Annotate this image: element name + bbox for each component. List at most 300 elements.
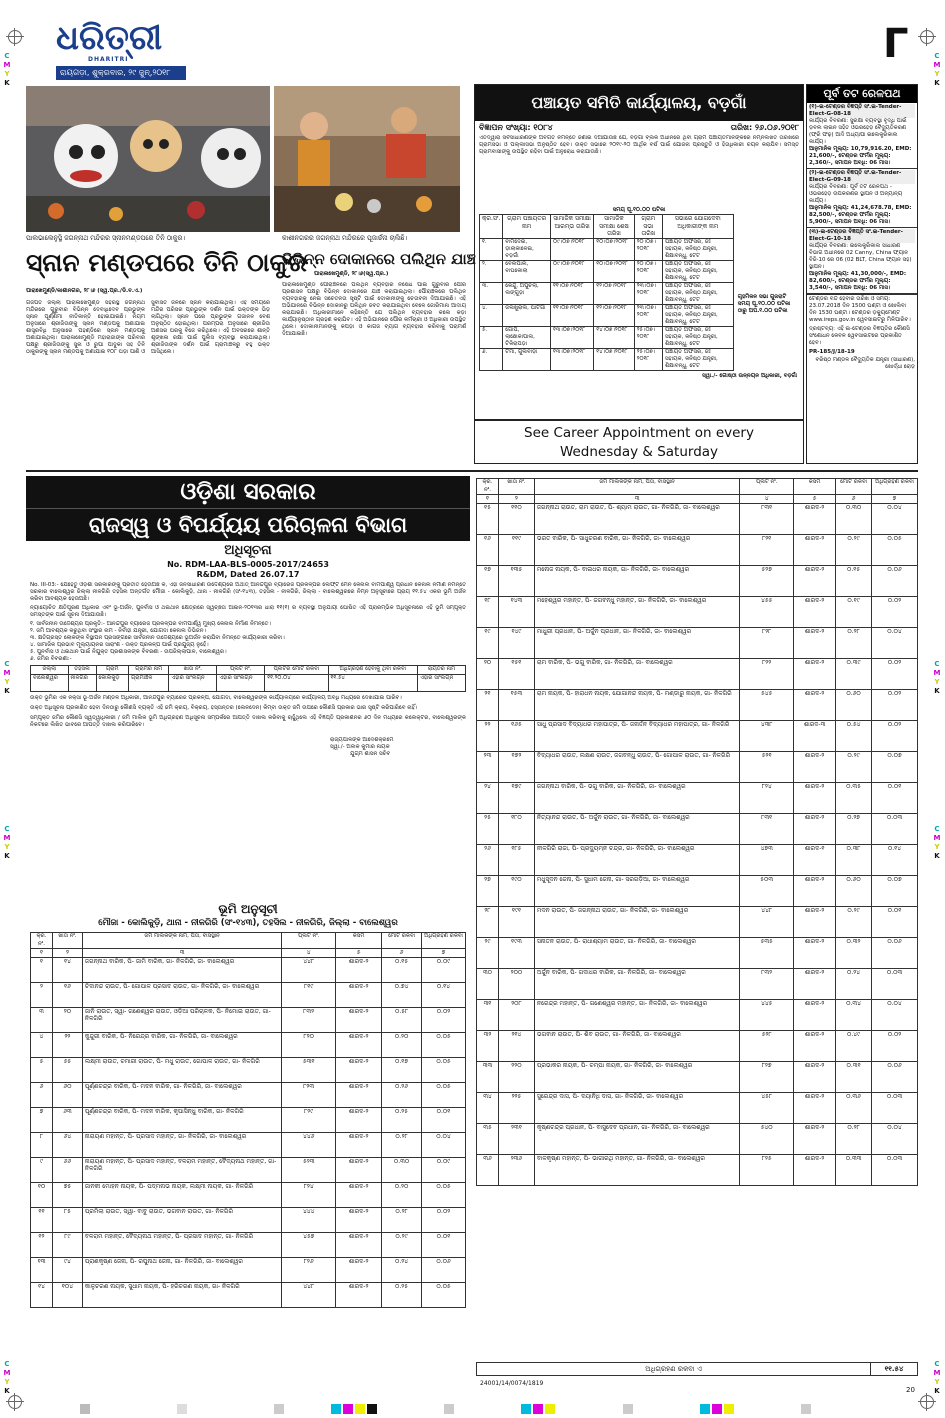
schedule-cell: ୦.୦୨ — [872, 720, 918, 751]
schedule-cell: କାଳୁଚରଣ ନାୟକ, ସୁଧାମ ନାୟକ, ପି- ହରିଚରଣ ନାୟକ, ଗା- ନିଳଗିରି — [82, 1282, 281, 1307]
schedule-cell: ୨୮ — [477, 906, 499, 937]
schedule-total-row — [476, 1362, 918, 1376]
schedule-cell: ୪୫୫ — [740, 596, 794, 627]
railway-title: ପୂର୍ବ ତଟ ରେଳପଥ — [807, 85, 917, 103]
schedule-cell: ୨୨୦ — [498, 1061, 534, 1092]
schedule-cell: ୩ — [31, 1007, 53, 1032]
schedule-cell: ୦.୧୭ — [382, 1057, 422, 1082]
schedule-cell: ୮୨୧ — [740, 534, 794, 565]
schedule-cell: ୦.୫୮ — [382, 1007, 422, 1032]
schedule-header-row — [477, 479, 918, 495]
schedule-cell: ୧ — [31, 957, 53, 982]
schedule-cell: ୧୮ — [477, 596, 499, 627]
panchayat-cell: ୨୫।୦୭।୨୦୧୮ — [634, 348, 662, 370]
schedule-cell: ୪୪୮ — [282, 957, 336, 982]
schedule-cell: ୨୩୧ — [498, 1123, 534, 1154]
schedule-cell: ଶାରଦ-୨ — [336, 1107, 382, 1132]
schedule-cell: ୨୩୬ — [498, 1154, 534, 1185]
schedule-cell: ୨୦ — [52, 1007, 82, 1032]
schedule-cell: ଶାରଦ-୨ — [336, 1007, 382, 1032]
schedule-cell: ୦.୦୩ — [872, 968, 918, 999]
schedule-cell: ୮୨୫ — [740, 1154, 794, 1185]
schedule-cell: ୧୬ — [52, 982, 82, 1007]
schedule-cell: ୦.୧୪ — [422, 982, 466, 1007]
schedule-number-cell: ୩ — [534, 495, 739, 504]
schedule-cell: ୮୨୯ — [282, 1107, 336, 1132]
schedule-header-cell: ଜମି ମାଲିକଙ୍କ ନାମ, ପିତା, ବାସସ୍ଥାନ — [534, 479, 739, 495]
schedule-cell: ୮୯ — [52, 1232, 82, 1257]
schedule-cell: ୧୩୫ — [498, 565, 534, 596]
schedule-row — [477, 782, 918, 813]
cmyk-mark-right: C M Y K — [933, 1360, 941, 1395]
schedule-cell: ୫ — [31, 1057, 53, 1082]
schedule-table-left — [30, 932, 466, 1308]
panchayat-title: ପଞ୍ଚାୟତ ସମିତି କାର୍ଯ୍ୟାଳୟ, ବଡ଼ଗାଁ — [475, 85, 803, 121]
photo-2-caption: କାଶୀନଗରର ଜଗନ୍ନାଥ ମନ୍ଦିରରେ ପୂଜାର୍ଚ୍ଚନା ଚାଲିଛି। — [282, 234, 408, 242]
registration-mark — [8, 30, 22, 44]
land-header-cell: ପ୍ଲଟ ନଂ. — [217, 666, 265, 675]
schedule-cell: ୦.୦୨ — [872, 596, 918, 627]
schedule-right-wrap — [476, 478, 918, 1364]
schedule-cell: ୦.୨୮ — [836, 627, 872, 658]
schedule-row — [477, 937, 918, 968]
schedule-cell: ଚିଦାନନ୍ଦ ରାଉତ, ପି- ଗୋପାଳ ପ୍ରସାଦ ରାଉତ, ଗା- ନିଳଗିରି, ଜା- ବାଲେଶ୍ୱର — [82, 982, 281, 1007]
schedule-cell: ୮୨୭ — [740, 1061, 794, 1092]
temple-photo-2 — [274, 86, 460, 232]
schedule-cell: ୦.୨୯ — [836, 906, 872, 937]
story-1-dateline: ପାରାଖେମୁଣ୍ଡି/କାଶୀନଗର, ୨୮।୬ (ସ୍ୱ.ପ୍ର./ଡି.ବ.ଏ.) — [26, 288, 143, 294]
schedule-cell: ଶାରଦ-୨ — [336, 1282, 382, 1307]
schedule-cell: ୦.୦୫ — [872, 534, 918, 565]
railway-block-cost: ଆନୁମାନିକ ମୂଲ୍ୟ: 10,79,916.20, EMD: 21,600/-, ଟେଣ୍ଡର ଫର୍ମର ମୂଲ୍ୟ: 2,360/-, ସମାପନ ଅବଧି: 06 ମାସ। — [809, 146, 912, 166]
schedule-cell: ୪୪୮ — [740, 906, 794, 937]
temple-photo-1-image — [26, 86, 270, 232]
schedule-cell: ୩୫ — [477, 1123, 499, 1154]
schedule-cell: ପ୍ରାଣକୃଷ୍ଣ ଜେନା, ପି- ରଘୁନାଥ ଜେନା, ଗା- ନିଳଗିରି, ଜା- ବାଲେଶ୍ୱର — [82, 1257, 281, 1282]
govt-notif-no: No. RDM-LAA-BLS-0005-2017/24653 — [167, 560, 329, 569]
schedule-row — [31, 1032, 466, 1057]
schedule-row — [31, 1057, 466, 1082]
schedule-cell: ୦.୦୯ — [422, 957, 466, 982]
schedule-cell: ୧୭ — [477, 565, 499, 596]
schedule-cell: ୨୦୦ — [498, 968, 534, 999]
panchayat-cell: ୩. — [480, 282, 503, 304]
schedule-cell: ୧୯୩ — [498, 937, 534, 968]
schedule-cell: ୪୪୮ — [282, 1282, 336, 1307]
schedule-cell: ଶାରଦ-୨ — [794, 1030, 836, 1061]
schedule-cell: ୧୨ — [31, 1232, 53, 1257]
schedule-cell: ୦.୦୩ — [872, 813, 918, 844]
schedule-cell: ଶାରଦ-୨ — [794, 906, 836, 937]
panchayat-cell: ପଞ୍ଚାୟତ ଅଫିସର, ଜଃ ସହାୟକ, କନିଷ୍ଠ ଯନ୍ତ୍ରୀ, ଶିକ୍ଷାବନ୍ଧୁ, ଟେଟ — [662, 304, 733, 326]
schedule-cell: ମନୋଜ ନାୟକ, ପି- ବାଇଧର ନାୟକ, ଗା- ନିଳଗିରି, ଜା- ବାଲେଶ୍ୱର — [534, 565, 739, 596]
schedule-number-row — [477, 495, 918, 504]
schedule-cell: ୦.୨୯ — [836, 534, 872, 565]
schedule-cell: ୨୬ — [477, 844, 499, 875]
panchayat-cell: ୦୯।୦୭।୨୦୧୮ — [551, 260, 594, 282]
schedule-cell: ଶାରଦ-୨ — [336, 1207, 382, 1232]
govt-para-5: ସମ୍ପୃକ୍ତ ଜମିର କୌଣସି ସ୍ୱତ୍ୱାଧିକାରୀ / ଜମି ମାଲିକ ଭୂମି ଅଧିଗ୍ରହଣ ଅଧିସୂଚନା ସମ୍ପର୍କରେ ଆପତ୍ତି ଦାଖଲ କରିବାକୁ ଚାହୁଁଥିଲେ ଏହି ବିଜ୍ଞପ୍ତି ପ୍ରକାଶନର ୬୦ ଦିନ ମଧ୍ୟରେ କଲେକ୍ଟର, ବାଲେଶ୍ୱରଙ୍କ ନିକଟରେ ଲିଖିତ ଭାବରେ ଆପତ୍ତି ଦାଖଲ କରିପାରିବେ। — [30, 714, 466, 728]
schedule-cell: ୧୮୫ — [498, 844, 534, 875]
schedule-cell: ପ୍ରଭାକର ନାୟକ, ପି- ଚମ୍ପା ନାୟକ, ଗା- ନିଳଗିରି, ଜା- ବାଲେଶ୍ୱର — [534, 1061, 739, 1092]
schedule-cell: ସୁରେନ୍ଦ୍ର ଦାସ, ପି- ଦୟାନିଧି ଦାସ, ଗା- ନିଳଗିରି, ଜା- ବାଲେଶ୍ୱର — [534, 1092, 739, 1123]
schedule-cell: ୧୯୦ — [498, 875, 534, 906]
railway-block-head: (୩)-ଇ-ଟେଣ୍ଡର ବିଜ୍ଞପ୍ତି ସଂ.ଇ-Tender-Elect-G-10-18 — [809, 229, 915, 243]
schedule-cell: ୦.୨୬ — [382, 1082, 422, 1107]
railway-block-head: (୧)-ଇ-ଟେଣ୍ଡର ବିଜ୍ଞପ୍ତି ସଂ.ଇ-Tender-Elect-G-08-18 — [809, 104, 915, 118]
schedule-cell: ୧୭୯ — [498, 782, 534, 813]
schedule-cell: ଶାରଦ-୨ — [794, 813, 836, 844]
schedule-cell: ଶାରଦ-୩ — [794, 720, 836, 751]
schedule-cell: ୫୨୮ — [740, 1030, 794, 1061]
land-cell: ଏହାରି ସାଂଲଗ୍ନ — [217, 674, 265, 691]
schedule-cell: ୨୨ — [52, 1032, 82, 1057]
schedule-cell: ୦.୦୩ — [872, 1154, 918, 1185]
govt-para-1: No. III-03:- ଯେହେତୁ ଓଡ଼ିଶା ସରକାରଙ୍କୁ ପ୍ରତୀତ ହେଉଅଛି କି, ଏହା ଜନସାଧାରଣ ଉଦ୍ଦେଶ୍ୟରେ ଅର୍ଥାତ୍ ଆନନ୍ଦପୁର ବ୍ୟାରେଜ ପ୍ରକଳ୍ପର ଲେଫ୍ଟ ମେନ କେନାଲ ବାମପାର୍ଶ୍ୱ ପ୍ରଧାନ କେନାଲ ନିର୍ମାଣ ନିମନ୍ତେ ସରକାର ବାଲେଶ୍ୱର ଜିଲ୍ଲା ନୀଳଗିରି ତହସିଲ ଅନ୍ତର୍ଗତ ମୌଜା - କୋଲିକୁଡ଼ି, ଥାନା - ନୀଳଗିରି (ସଂ-୧୪୩), ତହସିଲ - ନୀଳଗିରି, ଜିଲ୍ଲା - ବାଲେଶ୍ୱରରେ ନିମ୍ନ ଅନୁସୂଚୀରେ ପ୍ରାୟ ୧୧.୫୪ ଏକର ଭୂମି ଅର୍ଜନ କରିବା ଆବଶ୍ୟକ ହେଉଅଛି। — [30, 582, 466, 602]
schedule-cell: ଶାରଦ-୨ — [794, 1154, 836, 1185]
schedule-cell: ୦.୨୪ — [836, 968, 872, 999]
footer-ref: 24001/14/0074/1819 — [480, 1380, 544, 1387]
panchayat-cell: ଗୋପି, ଲାଛୋକାପାଲ, ଟିକିରାପଡ଼ା — [503, 326, 551, 348]
schedule-cell: ଶାରଦ-୨ — [794, 968, 836, 999]
schedule-cell: ଶାରଦ-୨ — [794, 689, 836, 720]
panchayat-cell: ବେଲପାଲି, ବାଘକୋଲା — [503, 260, 551, 282]
schedule-number-cell: ୪ — [740, 495, 794, 504]
railway-ref: PR-185/J/18-19 — [809, 349, 855, 355]
schedule-cell: ଶାରଦ-୨ — [794, 1123, 836, 1154]
schedule-cell: ୧୧୯ — [498, 534, 534, 565]
panchayat-cell: ୨୦।୦୭।୨୦୧୮ — [634, 238, 662, 260]
schedule-cell: ୨୨ — [477, 720, 499, 751]
schedule-cell: ୮୩୨ — [282, 1007, 336, 1032]
panchayat-date: ତାରିଖ: ୨୬.୦୬.୨୦୧୮ — [730, 123, 799, 132]
schedule-cell: ୯ — [31, 1157, 53, 1182]
schedule-cell: ପୂର୍ଣ୍ଣଚନ୍ଦ୍ର ବାରିକ, ପି- ମଦନ ବାରିକ, କୃପାସିନ୍ଧୁ ବାରିକ, ଗା- ନିଳଗିରି — [82, 1107, 281, 1132]
govt-subtitle: ଅଧିସୂଚନା — [224, 543, 272, 558]
schedule-cell: ଶାରଦ-୨ — [794, 999, 836, 1030]
schedule-cell: ୮୨୬ — [282, 1257, 336, 1282]
schedule-cell: କୁନ୍ଦୁରୀ ବାରିକ, ପି- ନିରେନ୍ଦ୍ର ବାରିକ, ଗା- ନିଳଗିରି, ଜା- ବାଲେଶ୍ୱର — [82, 1032, 281, 1057]
schedule-cell: ୦.୩୦ — [836, 503, 872, 534]
schedule-number-cell: ୫ — [794, 495, 836, 504]
schedule-cell: ୮୩୧ — [740, 503, 794, 534]
schedule-row — [31, 1182, 466, 1207]
schedule-cell: ୩୪ — [477, 1092, 499, 1123]
schedule-cell: ୫୩୫ — [740, 937, 794, 968]
schedule-cell: ୨୦୮ — [498, 999, 534, 1030]
schedule-cell: ୬୬ — [52, 1157, 82, 1182]
schedule-cell: ୦.୧୪ — [872, 844, 918, 875]
panchayat-row — [480, 304, 734, 326]
page-corner-mark: Γ — [883, 21, 909, 67]
panchayat-cell: ୨. — [480, 260, 503, 282]
schedule-cell: ୦.୦୫ — [422, 1082, 466, 1107]
schedule-number-row — [31, 949, 466, 958]
schedule-cell: ଶାରଦ-୨ — [336, 982, 382, 1007]
railway-note: ଦ୍ରଷ୍ଟବ୍ୟ: ଏହି ଇ-ଟେଣ୍ଡର ବିଜ୍ଞପ୍ତିର କୌଣସି ସଂଶୋଧନ କେବଳ ୱେବସାଇଟରେ ପ୍ରକାଶିତ ହେବ। — [809, 326, 910, 346]
schedule-cell: ୦.୨୯ — [836, 751, 872, 782]
govt-title-1: ଓଡ଼ିଶା ସରକାର — [26, 476, 470, 508]
schedule-cell: ୧୦୪ — [52, 1282, 82, 1307]
schedule-cell: ୧୬ — [477, 534, 499, 565]
schedule-cell: ୦.୦୨ — [872, 658, 918, 689]
schedule-number-cell: ୭ — [422, 949, 466, 958]
panchayat-cell: ପଞ୍ଚାୟତ ଅଫିସର, ଜଃ ସହାୟକ, କନିଷ୍ଠ ଯନ୍ତ୍ରୀ, ଶିକ୍ଷାବନ୍ଧୁ, ଟେଟ — [662, 260, 733, 282]
schedule-row — [31, 1257, 466, 1282]
govt-body — [30, 582, 466, 916]
schedule-cell: ଶାରଦ-୨ — [336, 957, 382, 982]
schedule-cell: ୩୨ — [477, 1030, 499, 1061]
panchayat-cell: ୧୦।୦୭।୨୦୧୮ — [594, 238, 635, 260]
panchayat-cell: ୧୩।୦୭।୨୦୧୮ — [551, 348, 594, 370]
panchayat-cell: ୪. — [480, 304, 503, 326]
schedule-header-cell: ପ୍ଲଟ ନଂ. — [740, 479, 794, 495]
schedule-cell: ୨୪ — [477, 782, 499, 813]
schedule-cell: ଶାରଦ-୨ — [794, 503, 836, 534]
govt-sign-1: ସ୍ୱା./- ଅଲକ କୁମାର ନାୟକ — [330, 743, 390, 750]
schedule-cell: ୬୦ — [52, 1082, 82, 1107]
schedule-title: ଭୂମି ଅନୁସୂଚୀ — [218, 902, 278, 916]
schedule-cell: ଶାରଦ-୨ — [794, 627, 836, 658]
schedule-cell: ୪୪୬ — [282, 1132, 336, 1157]
schedule-cell: ୦.୦୨ — [872, 1030, 918, 1061]
schedule-cell: ୦.୦୫ — [422, 1032, 466, 1057]
schedule-cell: ୮୨୪ — [740, 782, 794, 813]
panchayat-cell: ୫. — [480, 326, 503, 348]
schedule-cell: ୦.୦୬ — [872, 937, 918, 968]
schedule-cell: ବିଦ୍ୟାଧର ରାଉତ, ଲକ୍ଷଣ ରାଉତ, ଜଗବନ୍ଧୁ ରାଉତ, ପି- ଗୋପାଳ ରାଉତ, ଗା- ନିଳଗିରି — [534, 751, 739, 782]
schedule-cell: ଜଗନ୍ନାଥ ରାଉତ, ରାମ ରାଉତ, ପି- ଶ୍ୟାମ ରାଉତ, ଗା- ନିଳଗିରି, ଜା- ବାଲେଶ୍ୱର — [534, 503, 739, 534]
schedule-cell: ଭଗବାନ ରାଉତ, ପି- ଶିବ ରାଉତ, ଗା- ନିଳଗିରି, ଜା- ବାଲେଶ୍ୱର — [534, 1030, 739, 1061]
schedule-cell: ମଧୁସୂଦନ ଜେନା, ପି- ସୁଧାମ ଜେନା, ଗା- ସରଗଡ଼ିଆ, ଜା- ବାଲେଶ୍ୱର — [534, 875, 739, 906]
schedule-cell: ୦.୧୯ — [836, 596, 872, 627]
registration-mark — [920, 30, 934, 44]
schedule-cell: ୦.୫୪ — [836, 720, 872, 751]
schedule-row — [477, 720, 918, 751]
schedule-cell: ୦.୨୮ — [382, 1132, 422, 1157]
career-line-1: See Career Appointment on every — [524, 425, 754, 441]
land-header-cell: ଖାତା ନଂ. — [169, 666, 217, 675]
railway-closing: ଟେଣ୍ଡର ବନ୍ଦ ହେବାର ତାରିଖ ଓ ସମୟ: 23.07.2018 ଦିନ 1500 ଘଣ୍ଟା ଓ ଖୋଲିବା ଦିନ 1530 ଘଣ୍ଟା। ଟେଣ୍ଡର ଡ଼କ୍ୟୁମେଣ୍ଟ www.ireps.gov.in ୱେବସାଇଟରୁ ମିଳିପାରିବ। — [807, 294, 917, 325]
railway-block-cost: ଆନୁମାନିକ ମୂଲ୍ୟ: 41,30,000/-, EMD: 82,600/-, ଟେଣ୍ଡର ଫର୍ମର ମୂଲ୍ୟ: 3,540/-, ସମାପନ ଅବଧି: 06 ମାସ। — [809, 271, 907, 291]
schedule-cell: ୪୪୪ — [282, 1207, 336, 1232]
schedule-cell: ୦.୦୭ — [872, 875, 918, 906]
govt-para-4: ଉକ୍ତ ଅଧିସୂଚନା ପ୍ରକାଶିତ ହେବା ଦିନଠାରୁ କୌଣସି ବ୍ୟକ୍ତି ଏହି ଜମି କ୍ରୟ, ବିକ୍ରୟ, ହସ୍ତାନ୍ତର (ଲେନଦେନ) କିମ୍ବା ଉକ୍ତ ଜମି ଉପରେ କୌଣସି ପ୍ରକାର ଭାର ସୃଷ୍ଟି କରିପାରିବେ ନାହିଁ। — [30, 704, 418, 711]
railway-tender — [806, 84, 918, 464]
land-cell: ଗ୍ରାମାଞ୍ଚଳ — [129, 674, 169, 691]
career-appointment-box — [474, 420, 804, 464]
cmyk-mark-right: C M Y K — [933, 52, 941, 87]
schedule-header-cell: କ୍ର. ନଂ. — [31, 933, 53, 949]
schedule-cell: ଶାରଦ-୧ — [794, 844, 836, 875]
schedule-cell: ୮୧୯ — [282, 982, 336, 1007]
schedule-cell: ୦.୨୫ — [382, 1282, 422, 1307]
schedule-row — [477, 1092, 918, 1123]
schedule-cell: ୦.୬୦ — [836, 689, 872, 720]
schedule-cell: ୮୨୪ — [282, 1182, 336, 1207]
schedule-cell: ୧୫ — [477, 503, 499, 534]
schedule-cell: ଶାରଦ-୨ — [336, 1032, 382, 1057]
schedule-cell: ୦.୨୮ — [836, 1123, 872, 1154]
schedule-cell: ୪ — [31, 1032, 53, 1057]
schedule-row — [31, 1107, 466, 1132]
schedule-row — [31, 1132, 466, 1157]
schedule-cell: ୦.୦୪ — [872, 503, 918, 534]
schedule-cell: ଶାରଦ-୨ — [336, 1257, 382, 1282]
panchayat-row — [480, 238, 734, 260]
land-header-cell: ଗ୍ରାମର ନାମ — [129, 666, 169, 675]
schedule-cell: ୨୭ — [477, 875, 499, 906]
schedule-cell: ୦.୩୮ — [836, 844, 872, 875]
panchayat-row — [480, 326, 734, 348]
schedule-number-cell: ୪ — [282, 949, 336, 958]
schedule-cell: ଜାନକୀ ମୋହନ ନାୟକ, ପି- ପଦ୍ମନାଭ ନାୟକ, ଲକ୍ଷ୍ମୀ ନାୟକ, ଗା- ନିଳଗିରି — [82, 1182, 281, 1207]
schedule-cell: ୨୫ — [477, 813, 499, 844]
land-header-cell: ତହସିଲ — [68, 666, 96, 675]
land-header-cell: ପ୍ଲଟର ମୋଟ ରକବା — [265, 666, 328, 675]
schedule-cell: ଶାରଦ-୨ — [794, 596, 836, 627]
schedule-cell: ଭରତ ବାରିକ, ପି- ସାଧୁଚରଣ ବାରିକ, ଗା- ନିଳଗିରି, ଜା- ବାଲେଶ୍ୱର — [534, 534, 739, 565]
panchayat-cell: ଜଲଖୁରାଲ, ଘାଟଗାଁ — [503, 304, 551, 326]
govt-sign-2: ଯୁଗ୍ମ ଶାସନ ସଚିବ — [350, 750, 391, 757]
temple-photo-1 — [26, 86, 270, 232]
schedule-cell: ସାଧୁ ପ୍ରସାଦ ବିଦ୍ୟାଧର ମହାପାତ୍ର, ପି- ଜନାର୍ଦ୍ଦନ ବିଦ୍ୟାଧର ମହାପାତ୍ର, ଗା- ନିଳଗିରି — [534, 720, 739, 751]
schedule-cell: ୮୨୩ — [282, 1082, 336, 1107]
panchayat-cell: ୨୩।୦୭।୨୦୧୮ — [634, 282, 662, 304]
photo-1-caption: ପାଲଭାଲେନୁସ୍ଥି ଜଗନ୍ନାଥ ମନ୍ଦିରର ସ୍ନାନମଣ୍ଡପରେ ତିନି ଠାକୁର। — [26, 234, 186, 242]
schedule-cell: ୦.୦୬ — [872, 1061, 918, 1092]
story-2-headline: ବିଭିନ୍ନ ଦୋକାନରେ ପଲିଥିନ ଯାଞ୍ଚ — [282, 250, 476, 268]
schedule-cell: ଶାରଦ-୨ — [336, 1157, 382, 1182]
cmyk-mark-left: C M Y K — [3, 660, 11, 695]
schedule-total-label: ଅଧିଗ୍ରହଣ ରକବା ଏ — [645, 1365, 702, 1373]
panchayat-cell: କେନ୍ଦୁ, ଅପୁଚଲା, ଲଙ୍ଗୁଡ଼ା — [503, 282, 551, 304]
schedule-cell: ୦.୦୧ — [422, 1107, 466, 1132]
schedule-cell: ୧୭୨ — [498, 751, 534, 782]
panchayat-cell: ୧୧।୦୭।୨୦୧୮ — [551, 282, 594, 304]
schedule-cell: ୦.୦୫ — [422, 1182, 466, 1207]
land-cell: ବାଲେଶ୍ୱର — [31, 674, 69, 691]
schedule-cell: ୦.୨୯ — [382, 1232, 422, 1257]
schedule-total-value: ୧୧.୫୪ — [870, 1363, 917, 1375]
cmyk-mark-left: C M Y K — [3, 1360, 11, 1395]
schedule-cell: ୦.୦୧ — [872, 906, 918, 937]
schedule-row — [477, 875, 918, 906]
schedule-cell: ୫୫ — [52, 1057, 82, 1082]
govt-order: ରାଜ୍ୟପାଳଙ୍କ ଆଦେଶକ୍ରମେ — [330, 736, 394, 743]
schedule-cell: ୦.୨୭ — [836, 813, 872, 844]
dateline-bar: ରାୟଗଡ଼ା, ଶୁକ୍ରବାର, ୨୯ ଜୁନ୍,୨୦୧୮ — [56, 66, 186, 80]
schedule-cell: ନାରାୟଣ ମହାନ୍ତ, ପି- ପ୍ରସାଦ ମହାନ୍ତ, ଗା- ନିଳଗିରି, ଜା- ବାଲେଶ୍ୱର — [82, 1132, 281, 1157]
panchayat-row — [480, 282, 734, 304]
govt-point: ୧. ସାର୍ବଜନୀନ ଉଦ୍ଦେଶ୍ୟର ପ୍ରକୃତି:- ଆନନ୍ଦପୁର ବ୍ୟାରେଜ ପ୍ରକଳ୍ପର ବାମପାର୍ଶ୍ୱ ମୁଖ୍ୟ କେନାଲ ନିର୍ମାଣ ନିମନ୍ତେ। — [30, 621, 271, 627]
schedule-cell: ୨ — [31, 982, 53, 1007]
color-bar — [60, 1399, 890, 1409]
panchayat-cell: ୦୯।୦୭।୨୦୧୮ — [551, 238, 594, 260]
schedule-cell: ୧୪୯ — [498, 627, 534, 658]
panchayat-row — [480, 260, 734, 282]
schedule-row — [31, 1157, 466, 1182]
schedule-cell: ଜଗନ୍ନାଥ ବାରିକ, ପି- ଜାମି ବାରିକ, ଗା- ନିଳଗିରି, ଜା- ବାଲେଶ୍ୱର — [82, 957, 281, 982]
railway-block-body: କାର୍ଯ୍ୟର ବିବରଣୀ: ପୂର୍ବ ତଟ ରେଳପଥ - ଓଭରହେଡ଼ ଉପକରଣର ସ୍ଥାପନ ଓ ଅନ୍ୟାନ୍ୟ କାର୍ଯ୍ୟ। — [809, 184, 903, 204]
schedule-row — [31, 957, 466, 982]
schedule-cell: ୦.୨୪ — [382, 1257, 422, 1282]
schedule-cell: ମହେଶ୍ୱର ମହାନ୍ତ, ପି- ଜଗବନ୍ଧୁ ମହାନ୍ତ, ଗା- ନିଳଗିରି, ଜା- ବାଲେଶ୍ୱର — [534, 596, 739, 627]
schedule-cell: ନାରାୟଣ ମହାନ୍ତ, ପି- ପ୍ରସାଦ ମହାନ୍ତ, ବଳରାମ ମହାନ୍ତ, ବୈଦ୍ୟନାଥ ମହାନ୍ତ, ଗା- ନିଳଗିରି — [82, 1157, 281, 1182]
schedule-cell: ୧୪ — [52, 957, 82, 982]
schedule-cell: ୫୦୩ — [740, 875, 794, 906]
panchayat-side-time: ଗୃହମିଳନ ସଭା ଗୁଜରାଟି ସମୟ ପୂ.୧୦.୦୦ ଘଟିକା ଠାରୁ ଅପ.୧.୦୦ ଘଟିକା — [737, 294, 791, 314]
schedule-cell: ୬ — [31, 1082, 53, 1107]
panchayat-cell: ୧୨।୦୭।୨୦୧୮ — [594, 282, 635, 304]
temple-photo-2-image — [274, 86, 460, 232]
land-cell: ନୀଳଗିରି — [68, 674, 96, 691]
schedule-cell: ୫୨୧ — [740, 751, 794, 782]
schedule-cell: ୦.୦୫ — [422, 1282, 466, 1307]
schedule-cell: ୧୫୧ — [498, 658, 534, 689]
schedule-cell: ୬୩ — [52, 1107, 82, 1132]
schedule-cell: ୧୯୧ — [498, 906, 534, 937]
schedule-cell: ୪୫୮ — [740, 1092, 794, 1123]
panchayat-cell: ପଞ୍ଚାୟତ ଅଫିସର, ଜଃ ସହାୟକ, କନିଷ୍ଠ ଯନ୍ତ୍ରୀ, ଶିକ୍ଷାବନ୍ଧୁ, ଟେଟ — [662, 326, 733, 348]
schedule-cell: ଶାରଦ-୨ — [794, 751, 836, 782]
schedule-cell: ୧୬୫ — [498, 720, 534, 751]
govt-point: ୩. କ୍ଷତିଗ୍ରସ୍ତ ଲୋକଙ୍କ ବିସ୍ଥାପନ ପ୍ରସଙ୍ଗରେ ସାର୍ବଜନୀନ ଉଦ୍ଦେଶ୍ୟରେ ଭୂଅର୍ଜନ କରାଯିବା ନିମନ୍ତେ କାର୍ଯ୍ୟକାରୀ କରିବା। — [30, 635, 285, 641]
schedule-row — [477, 999, 918, 1030]
schedule-cell: ୮୩୧ — [740, 813, 794, 844]
schedule-header-cell: କିସମ — [794, 479, 836, 495]
schedule-cell: ପୂର୍ଣ୍ଣଚନ୍ଦ୍ର ବାରିକ, ପି- ମଦନ ବାରିକ, ଗା- ନିଳଗିରି, ଜା- ବାଲେଶ୍ୱର — [82, 1082, 281, 1107]
schedule-cell: ୬୪ — [52, 1132, 82, 1157]
govt-rdm-date: R&DM, Dated 26.07.17 — [196, 570, 300, 579]
schedule-cell: ଶାରଦ-୨ — [336, 1057, 382, 1082]
schedule-cell: ଶାରଦ-୨ — [794, 1061, 836, 1092]
panchayat-cell: ଟିମା, ଗୁଲିବାଡ଼ା — [503, 348, 551, 370]
schedule-row — [477, 813, 918, 844]
story-2-body: ପାରାଳାଖେମୁଣ୍ଡି ପୌରାଞ୍ଚଳରେ ପଲିଥିନ ବ୍ୟବହାର ନିଷେଧ ପାଇଁ ଗୁରୁବାର ପୌର ପ୍ରଶାସନ ପକ୍ଷରୁ ବିଭିନ୍ନ ଦୋକାନରେ ଯାଞ୍ଚ କରାଯାଇଥିଲା। ପୌରାଞ୍ଚଳରେ ପଲିଥିନ ବ୍ୟବହାରକୁ ନେଇ ସଚେତନତା ସୃଷ୍ଟି ପାଇଁ ଦୋକାନୀଙ୍କୁ ଚେତାବନୀ ଦିଆଯାଇଛି। ଏହି ଅଭିଯାନରେ ବିଭିନ୍ନ ଦୋକାନରୁ ପଲିଥିନ ଜବତ କରାଯାଇଥିବା ବେଳେ ଜୋରିମାନା ଆଦାୟ କରାଯାଇଛି। ଅଧିକାରୀମାନେ କହିଛନ୍ତି ଯେ ପଲିଥିନ ବ୍ୟବହାର କଲେ କଡ଼ା କାର୍ଯ୍ୟାନୁଷ୍ଠାନ ଗ୍ରହଣ କରାଯିବ। ଏହି ଅଭିଯାନରେ ପୌର କର୍ମଚାରୀ ଓ ଅଧିକାରୀ ଉପସ୍ଥିତ ଥିଲେ। ଦୋକାନୀମାନଙ୍କୁ କପଡ଼ା ଓ କାଗଜ ବ୍ୟାଗ ବ୍ୟବହାର କରିବାକୁ ପରାମର୍ଶ ଦିଆଯାଇଛି। — [282, 282, 466, 337]
land-details-table — [30, 665, 466, 692]
schedule-cell: ୨୨୫ — [498, 1092, 534, 1123]
railway-block-cost: ଆନୁମାନିକ ମୂଲ୍ୟ: 41,24,678.78, EMD: 82,500/-, ଟେଣ୍ଡର ଫର୍ମର ମୂଲ୍ୟ: 5,900/-, ସମାପନ ଅବଧି: 06 ମାସ। — [809, 205, 912, 225]
schedule-cell: ୩୬ — [477, 1154, 499, 1185]
panchayat-cell: ପଞ୍ଚାୟତ ଅଫିସର, ଜଃ ସହାୟକ, କନିଷ୍ଠ ଯନ୍ତ୍ରୀ, ଶିକ୍ଷାବନ୍ଧୁ, ଟେଟ — [662, 238, 733, 260]
schedule-cell: ୦.୦୭ — [872, 751, 918, 782]
schedule-cell: ୦.୦୪ — [872, 999, 918, 1030]
schedule-cell: ସନାତନ ରାଉତ, ପି- ରାଧାଶ୍ୟାମ ରାଉତ, ଗା- ନିଳଗିରି, ଜା- ବାଲେଶ୍ୱର — [534, 937, 739, 968]
panchayat-cell: ୧୦।୦୭।୨୦୧୮ — [594, 260, 635, 282]
schedule-header-cell: କ୍ର. ନଂ. — [477, 479, 499, 495]
schedule-cell: ୦.୩୯ — [836, 658, 872, 689]
schedule-cell: ୨୧୪ — [498, 1030, 534, 1061]
story-1-body: ଗଜପତି ଜିଲ୍ଲା ପାରାଳାଖେମୁଣ୍ଡି ସହରସ୍ଥ ଜଗନ୍ନାଥ ମନ୍ଦିରରେ ଗୁରୁବାର ବିଭିନ୍ନ ଦେବାଧିଦେବ ପ୍ରଭୁଙ୍କ ସ୍ନାନ ପୂର୍ଣ୍ଣିମା ନୀତିକାନ୍ତି ହୋଇଯାଇଛି। ନିୟମ ଅନୁସାରେ ଶ୍ରୀଜିଉଙ୍କୁ ସ୍ନାନ ମଣ୍ଡପକୁ ଅଣାଯାଇ ଶାସ୍ତ୍ରବିଧି ଅନୁସାରେ ପହଣ୍ଡିରେ ସ୍ନାନ ମଣ୍ଡପକୁ ଅଣାଯାଇଥିଲା। ପାରାଳାଖେମୁଣ୍ଡି ମହାରାଜାଙ୍କ ପରିବାର ପକ୍ଷରୁ ଶ୍ରୀଜିଉଙ୍କୁ ସୁନା ଓ ରୁପା ପାଦୁକା ସହ ତିନି ଠାକୁରଙ୍କୁ ସ୍ନାନ ମଣ୍ଡପକୁ ଅଣାଯାଇ ୧୦୮ ଘଡ଼ା ପାଣି ଓ ସୁବାସିତ ଜଳରେ ସ୍ନାନ କରାଯାଇଥିଲା। ଏହି ସମୟରେ ମନ୍ଦିର ପରିସର ପ୍ରଭୁଙ୍କ ଦର୍ଶନ ପାଇଁ ଭକ୍ତଙ୍କ ଭିଡ଼ ଲାଗିଥିଲା। ସ୍ନାନ ପରେ ପ୍ରଭୁଙ୍କ ଗଜାନନ ବେଶ ଅନୁଷ୍ଠିତ ହୋଇଥିଲା। ପରମ୍ପରା ଅନୁସାରେ ଶ୍ରୀଜିଉ ଅଣସର ଘରକୁ ବିଜେ କରିଥିଲେ। ଏହି ଅବସରରେ ଶାନ୍ତି ଶୃଙ୍ଖଳା ରକ୍ଷା ପାଇଁ ପୁଲିସ ବ୍ୟବସ୍ଥା କରାଯାଇଥିଲା। ଶ୍ରୀଜିଉଙ୍କ ଦର୍ଶନ ପାଇଁ ଗ୍ରାମାଞ୍ଚଳରୁ ବହୁ ଭକ୍ତ ଆସିଥିଲେ। — [26, 300, 270, 355]
schedule-cell: ଶାରଦ-୨ — [794, 658, 836, 689]
schedule-cell: ୫୨୭ — [740, 565, 794, 596]
schedule-cell: ୦.୦୧ — [422, 1232, 466, 1257]
schedule-row — [477, 751, 918, 782]
panchayat-cell: ୧୧।୦୭।୨୦୧୮ — [551, 304, 594, 326]
schedule-row — [31, 982, 466, 1007]
schedule-cell: ନୀଳଗିରି ରାଜା, ପି- ପ୍ରଦ୍ୟୁମ୍ନ ଚନ୍ଦ୍ର, ଗା- ନିଳଗିରି, ଜା- ବାଲେଶ୍ୱର — [534, 844, 739, 875]
schedule-table-right — [476, 478, 918, 1186]
registration-mark — [8, 1395, 22, 1409]
cmyk-mark-left: C M Y K — [3, 52, 11, 87]
schedule-subtitle: ମୌଜା - କୋଲିକୁଡ଼ି, ଥାନା - ନୀଳଗିରି (ସଂ-୧୪୩), ତହସିଲ - ନୀଳଗିରି, ଜିଲ୍ଲା - ବାଲେଶ୍ୱର — [98, 918, 398, 928]
cmyk-mark-left: C M Y K — [3, 825, 11, 860]
schedule-cell: ନିତ୍ୟାନନ୍ଦ ରାଉତ, ପି- ଅର୍ଜୁନ ରାଉତ, ଗା- ନିଳଗିରି, ଜା- ବାଲେଶ୍ୱର — [534, 813, 739, 844]
panchayat-cell: ୨୦।୦୭।୨୦୧୮ — [634, 260, 662, 282]
panchayat-intro: ଏତଦ୍ୱାରା ସର୍ବସାଧାରଣଙ୍କ ଅବଗତି ନିମନ୍ତେ ଜଣାଇ ଦିଆଯାଉଛି ଯେ, ବଡ଼ଗାଁ ବ୍ଲକ ଅଧୀନରେ ଥିବା ଗ୍ରାମ ପଞ୍ଚାୟତମାନଙ୍କରେ ନିମ୍ନଲିଖିତ ତାରିଖରେ ଗ୍ରାମସଭା ଓ ପଲ୍ଲୀସଭା ଅନୁଷ୍ଠିତ ହେବ। ଉକ୍ତ ସଭାରେ ୨୦୧୯-୨୦ ଆର୍ଥିକ ବର୍ଷ ପାଇଁ ଯୋଜନା ପ୍ରସ୍ତୁତି ଓ ହିତାଧିକାରୀ ଚୟନ କରାଯିବ। ସମସ୍ତ ଗ୍ରାମବାସୀଙ୍କୁ ଉପସ୍ଥିତ ରହିବା ପାଇଁ ଅନୁରୋଧ କରାଯାଉଛି। — [479, 135, 799, 155]
schedule-header-cell: ଅଧିଗ୍ରହଣ ରକବା — [872, 479, 918, 495]
